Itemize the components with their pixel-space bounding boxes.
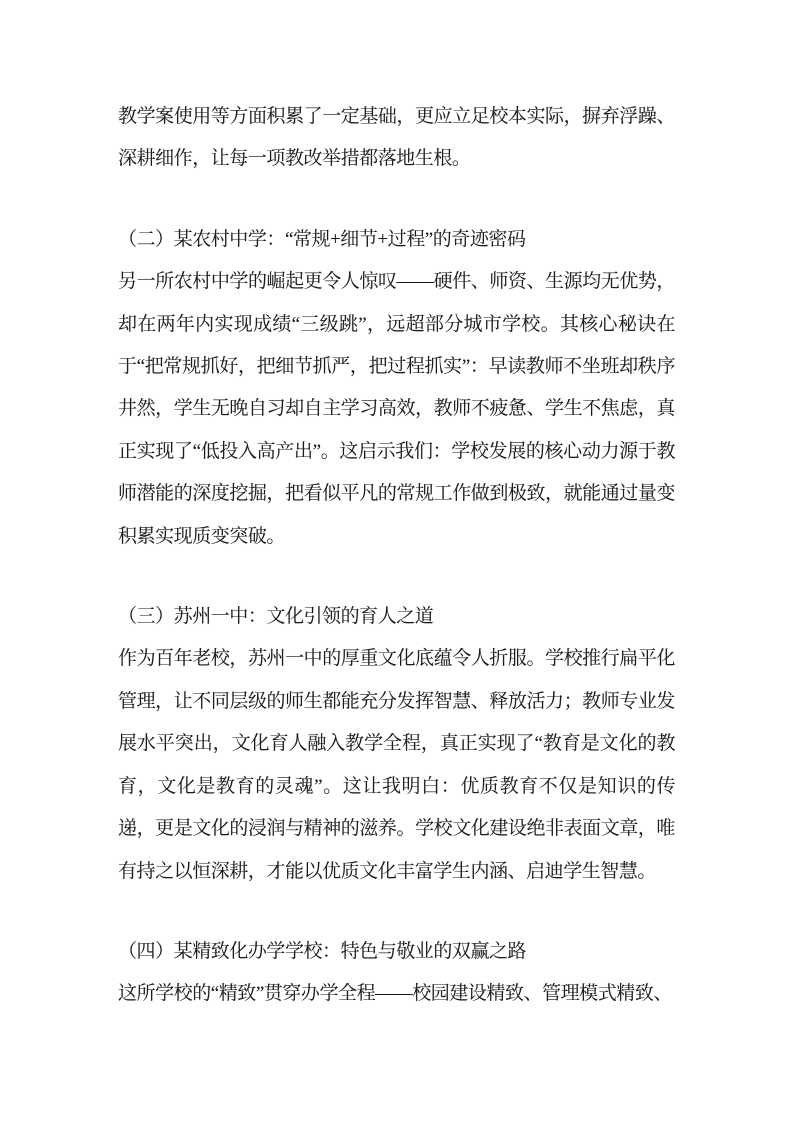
section-heading-4: （四）某精致化办学学校：特色与敬业的双赢之路 xyxy=(118,940,527,962)
document-content xyxy=(118,0,675,1016)
section-heading-3: （三）苏州一中：文化引领的育人之道 xyxy=(118,606,434,628)
section-3-paragraph: 作为百年老校，苏州一中的厚重文化底蕴令人折服。学校推行扁平化管理，让不同层级的师生都能充分发挥智慧、释放活力；教师专业发展水平突出，文化育人融入教学全程，真正实现了“教育是文化的教育，文化是教育的灵魂”。这让我明白：优质教育不仅是知识的传递，更是文化的浸润与精神的滋养。学校文化建设绝非表面文章，唯有持之以恒深耕，才能以优质文化丰富学生内涵、启迪学生智慧。 xyxy=(118,648,675,882)
section-2-paragraph: 另一所农村中学的崛起更令人惊叹——硬件、师资、生源均无优势，却在两年内实现成绩“三级跳”，远超部分城市学校。其核心秘诀在于“把常规抓好，把细节抓严，把过程抓实”：早读教师不坐班却秩序井然，学生无晚自习却自主学习高效，教师不疲惫、学生不焦虑，真正实现了“低投入高产出”。这启示我们：学校发展的核心动力源于教师潜能的深度挖掘，把看似平凡的常规工作做到极致，就能通过量变积累实现质变突破。 xyxy=(118,271,675,547)
paragraph-continuation: 教学案使用等方面积累了一定基础，更应立足校本实际，摒弃浮躁、深耕细作，让每一项教改举措都落地生根。 xyxy=(118,106,675,170)
section-heading-2: （二）某农村中学：“常规+细节+过程”的奇迹密码 xyxy=(118,228,526,250)
section-4-paragraph: 这所学校的“精致”贯穿办学全程——校园建设精致、管理模式精致、 xyxy=(118,983,672,1005)
